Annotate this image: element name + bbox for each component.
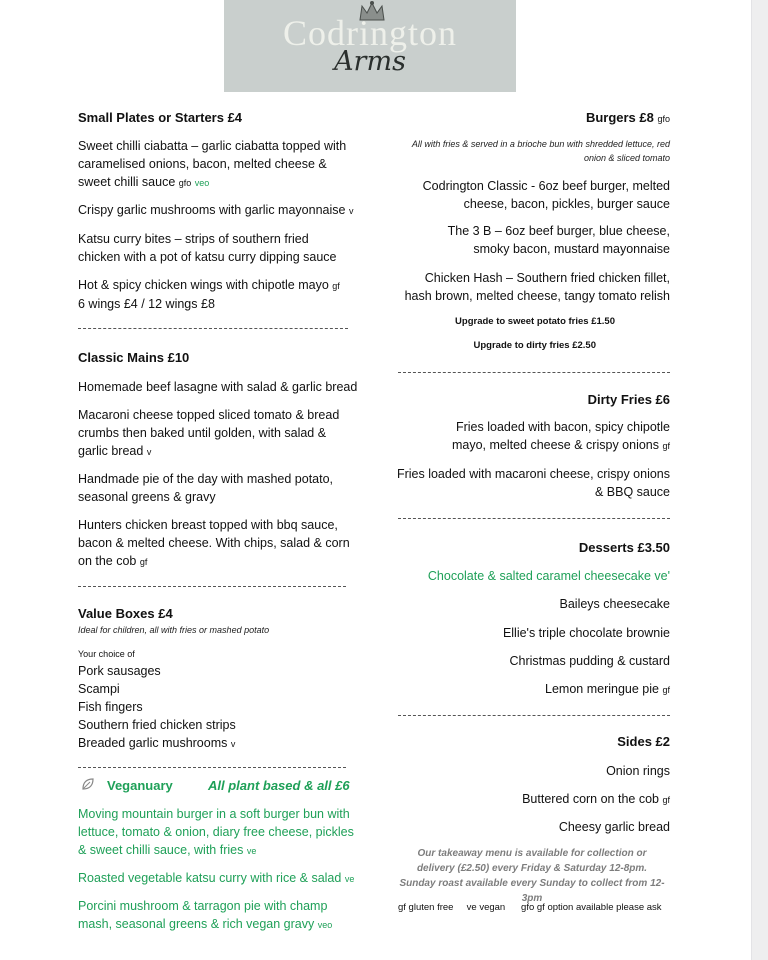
upgrade-note: Upgrade to sweet potato fries £1.50 [455,316,615,327]
diet-tag: ve [246,846,257,856]
diet-legend: gf gluten free ve vegan gfo gf option available please ask [398,902,662,913]
menu-item [78,201,358,220]
item-text: Porcini mushroom & tarragon pie with champ mash, seasonal greens & rich vegan gravy [78,899,328,931]
list-item: Fish fingers [78,700,143,714]
menu-item [396,465,670,501]
value-items [78,662,358,753]
menu-item [78,137,353,192]
diet-tag: gf [662,441,670,451]
desserts-heading: Desserts £3.50 [578,540,670,555]
menu-item: Chocolate & salted caramel cheesecake ve' [427,569,670,583]
divider [398,518,670,519]
divider [78,767,346,768]
item-text: Homemade beef lasagne with salad & garlic bread [78,380,358,394]
menu-item [78,378,358,396]
veganuary-subtitle: All plant based & all £6 [208,778,350,793]
menu-item: The 3 B – 6oz beef burger, blue cheese, smoky bacon, mustard mayonnaise [447,224,670,256]
list-item: Pork sausages [78,664,161,678]
menu-item [420,418,670,455]
item-price-options: 6 wings £4 / 12 wings £8 [78,297,215,311]
value-note: Ideal for children, all with fries or mashed potato [78,625,270,635]
menu-item [400,680,670,699]
starters-heading: Small Plates or Starters £4 [78,110,243,125]
burgers-heading [470,110,670,125]
item-text: Macaroni cheese topped sliced tomato & bread crumbs then baked until golden, with salad & garlic bread [78,408,340,458]
menu-item [78,897,358,934]
menu-item [78,406,353,461]
diet-tag: v [348,206,354,216]
list-item [78,734,358,753]
divider [78,586,346,587]
logo [224,0,516,92]
divider [78,328,348,329]
item-text: Handmade pie of the day with mashed potato, seasonal greens & gravy [78,472,334,504]
diet-tag: gfo [657,114,670,124]
page-edge [751,0,768,960]
veganuary-title: Veganuary [107,778,173,793]
menu-item [78,276,358,313]
leaf-icon [80,776,96,792]
menu-item [400,790,670,809]
diet-tag: gf [139,557,148,567]
menu-item: Codrington Classic - 6oz beef burger, melted cheese, bacon, pickles, burger sauce [422,179,670,211]
item-text: Fries loaded with bacon, spicy chipotle mayo, melted cheese & crispy onions [451,420,670,452]
diet-tag: veo [194,178,210,188]
dirty-fries-heading: Dirty Fries £6 [587,392,670,407]
item-text: Hunters chicken breast topped with bbq sauce, bacon & melted cheese. With chips, salad & corn on the cob [78,518,350,568]
upgrade-note: Upgrade to dirty fries £2.50 [473,340,596,351]
menu-item [78,805,358,860]
diet-tag: veo [317,920,333,930]
item-text: Roasted vegetable katsu curry with rice & salad [78,871,342,885]
item-text: Moving mountain burger in a soft burger bun with lettuce, tomato & onion, diary free cheese, pickles & sweet chilli sauce, with fries [78,807,354,857]
menu-item: Ellie's triple chocolate brownie [502,626,670,640]
menu-item [78,230,353,266]
item-text: Hot & spicy chicken wings with chipotle mayo [78,278,329,292]
heading-text: Burgers £8 [585,110,654,125]
list-item: Southern fried chicken strips [78,718,236,732]
diet-tag: gf [662,685,670,695]
menu-item [78,869,368,888]
item-text: Crispy garlic mushrooms with garlic mayonnaise [78,203,346,217]
item-text: Fries loaded with macaroni cheese, crispy onions & BBQ sauce [396,467,670,499]
menu-item [78,516,353,571]
diet-tag: gf [332,281,340,291]
menu-item [78,470,338,506]
item-text: Sweet chilli ciabatta – garlic ciabatta topped with caramelised onions, bacon, melted cheese & sweet chilli sauce [78,139,347,189]
value-choice-label: Your choice of [78,649,135,659]
menu-item: Onion rings [606,764,670,778]
item-text: Katsu curry bites – strips of southern fried chicken with a pot of katsu curry dipping sauce [78,232,337,264]
diet-tag: gfo [178,178,192,188]
menu-item: Chicken Hash – Southern fried chicken fillet, hash brown, melted cheese, tangy tomato relish [404,271,670,303]
menu-item: Christmas pudding & custard [509,654,670,668]
logo-subname: Arms [334,46,406,77]
item-text: Breaded garlic mushrooms [78,736,228,750]
logo-name: Codrington [282,13,457,53]
diet-tag: gf [662,795,670,805]
list-item: Scampi [78,682,120,696]
value-heading: Value Boxes £4 [78,606,173,621]
takeaway-note: Our takeaway menu is available for collection or delivery (£2.50) every Friday & Saturday 12-8pm. Sunday roast available every Sunday to collect from 12-3pm [399,848,665,904]
diet-tag: ve [344,874,355,884]
menu-item: Cheesy garlic bread [558,820,670,834]
diet-tag: v [146,447,152,457]
divider [398,715,670,716]
item-text: Lemon meringue pie [545,682,659,696]
diet-tag: v [230,739,236,749]
sides-heading: Sides £2 [617,734,670,749]
divider [398,372,670,373]
mains-heading: Classic Mains £10 [78,350,190,365]
burgers-note: All with fries & served in a brioche bun with shredded lettuce, red onion & sliced tomato [411,139,670,163]
item-text: Buttered corn on the cob [522,792,659,806]
menu-item: Baileys cheesecake [559,597,670,611]
